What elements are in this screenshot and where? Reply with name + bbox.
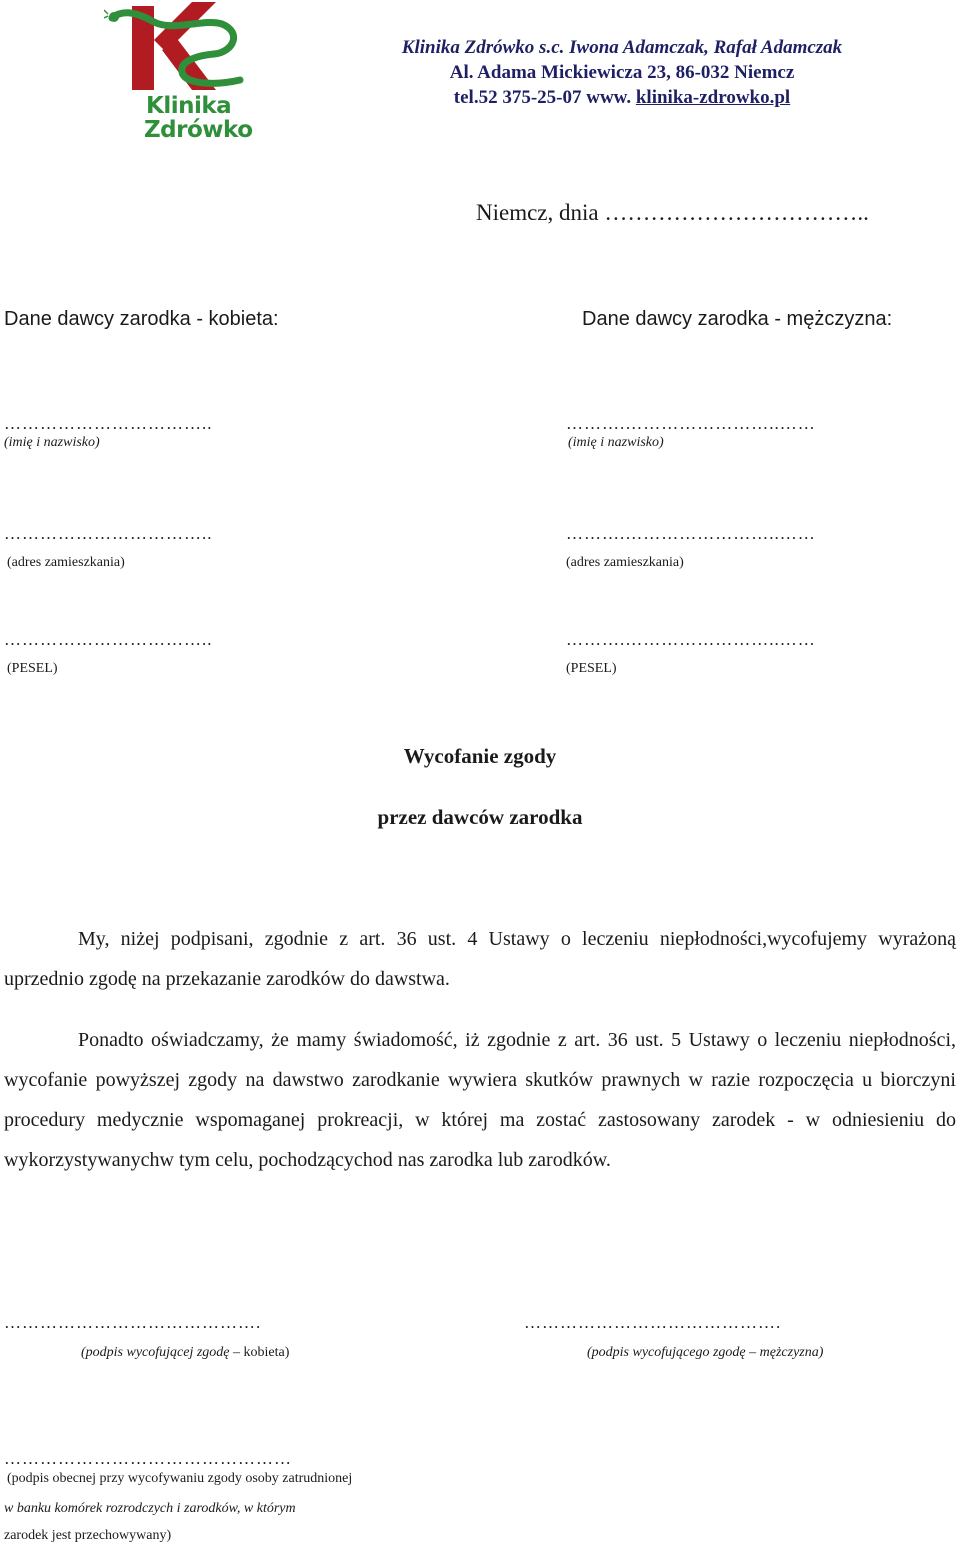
female-signature-caption — [81, 1345, 289, 1361]
clinic-address: Al. Adama Mickiewicza 23, 86-032 Niemcz — [449, 62, 795, 83]
staff-signature-field[interactable]: ………………………………………… — [4, 1449, 292, 1468]
date-label: Niemcz, dnia …………………………….. — [476, 200, 869, 225]
male-address-field[interactable]: ……….……………………..…… — [566, 524, 816, 543]
snake-k-logo-icon — [104, 0, 254, 95]
paragraph-1-text: My, niżej podpisani, zgodnie z art. 36 ust. 4 Ustawy o leczeniu niepłodności,wycofujemy wyrażoną uprzednio zgodę na przekazanie zarodków do dawstwa. — [4, 928, 956, 990]
clinic-contact — [372, 85, 872, 110]
male-name-caption: (imię i nazwisko) — [568, 435, 664, 450]
paragraph-2 — [4, 1020, 956, 1180]
female-pesel-caption: (PESEL) — [7, 661, 58, 676]
male-signature-caption: (podpis wycofującego zgodę – mężczyzna) — [587, 1345, 824, 1360]
female-signature-field[interactable]: ……………………………………. — [4, 1313, 262, 1332]
clinic-phone: tel.52 375-25-07 www. — [453, 87, 636, 108]
female-address-field[interactable]: …………………………….. — [4, 524, 213, 543]
staff-signature-caption-line1: (podpis obecnej przy wycofywaniu zgody osoby zatrudnionej — [7, 1471, 353, 1486]
logo-text-zdrowko: Zdrówko — [144, 117, 253, 143]
male-donor-heading: Dane dawcy zarodka - mężczyzna: — [582, 308, 893, 330]
male-signature-field[interactable]: ……………………………………. — [524, 1313, 782, 1332]
clinic-logo — [104, 0, 254, 145]
female-address-caption: (adres zamieszkania) — [7, 555, 125, 570]
female-name-caption: (imię i nazwisko) — [4, 435, 100, 450]
document-title: Wycofanie zgody — [403, 744, 557, 768]
female-signature-caption-suffix: – kobieta) — [233, 1345, 290, 1360]
female-pesel-field[interactable]: …………………………….. — [4, 630, 213, 649]
paragraph-2-text: Ponadto oświadczamy, że mamy świadomość, iż zgodnie z art. 36 ust. 5 Ustawy o leczeniu niepłodności, wycofanie powyższej zgody na dawstwo zarodkanie wywiera skutków prawnych w razie rozpoczęcia u biorczyni procedury medycznie wspomaganej prokreacji, w której ma zostać zastosowany zarodek - w odniesieniu do wykorzystywanychw tym celu, pochodzącychod nas zarodka lub zarodków. — [4, 1029, 956, 1171]
female-signature-caption-prefix: (podpis wycofującej zgodę — [81, 1345, 230, 1360]
male-name-field[interactable]: ……….……………………..…… — [566, 414, 816, 433]
logo-text-klinika: Klinika — [146, 93, 232, 119]
staff-signature-caption-line3: zarodek jest przechowywany) — [4, 1528, 172, 1543]
female-name-field[interactable]: …………………………….. — [4, 414, 213, 433]
staff-signature-caption-line2: w banku komórek rozrodczych i zarodków, w którym — [4, 1501, 296, 1516]
document-subtitle: przez dawców zarodka — [377, 805, 583, 829]
paragraph-1 — [4, 919, 956, 999]
clinic-website-link[interactable]: klinika-zdrowko.pl — [635, 87, 791, 108]
clinic-name: Klinika Zdrówko s.c. Iwona Adamczak, Rafał Adamczak — [401, 37, 843, 58]
male-pesel-field[interactable]: ……….……………………..…… — [566, 630, 816, 649]
male-pesel-caption: (PESEL) — [566, 661, 617, 676]
male-address-caption: (adres zamieszkania) — [566, 555, 684, 570]
female-donor-heading: Dane dawcy zarodka - kobieta: — [4, 308, 279, 330]
date-line — [476, 200, 869, 226]
clinic-header — [372, 35, 872, 110]
